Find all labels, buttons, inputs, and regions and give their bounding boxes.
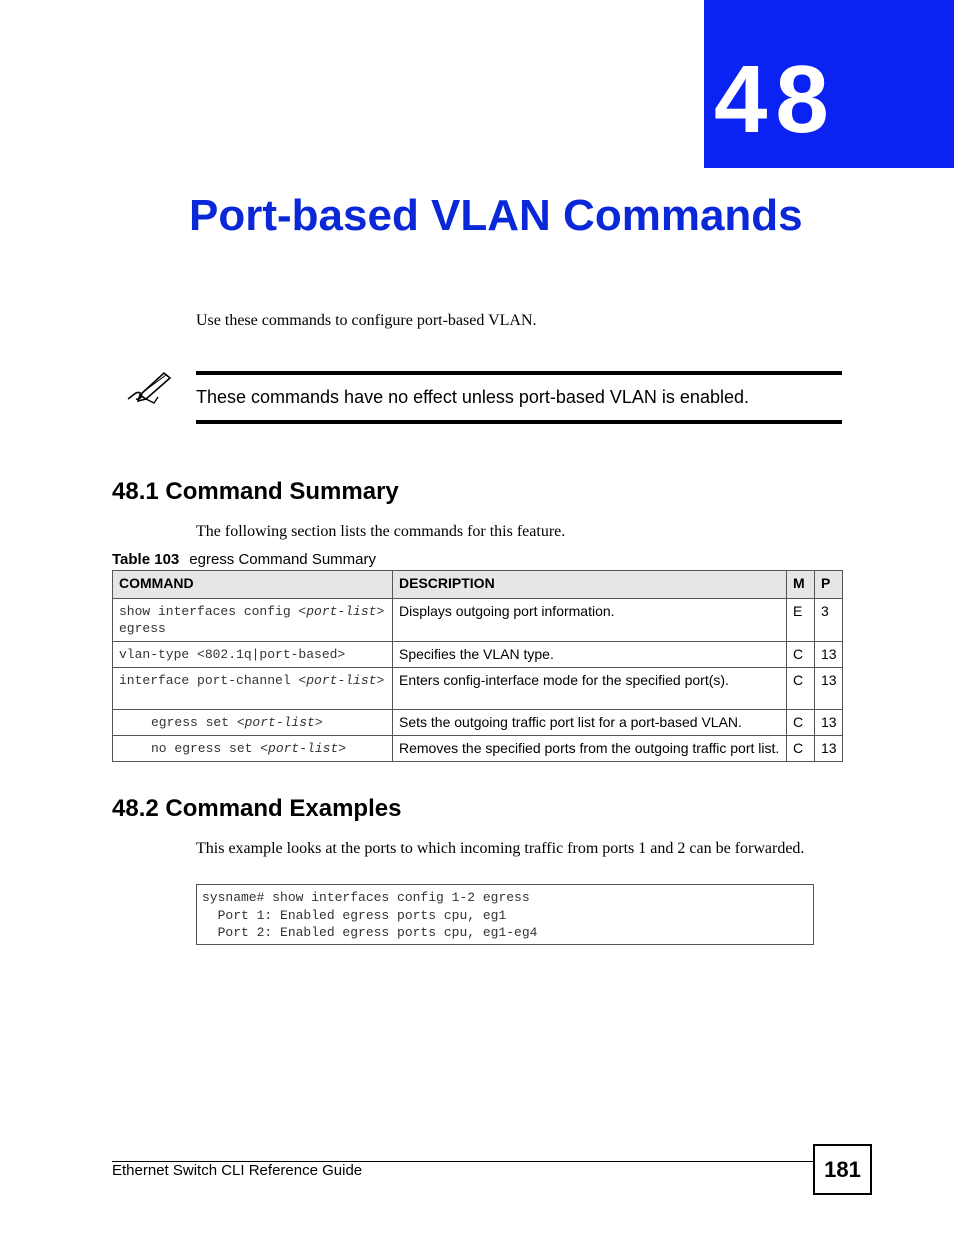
command-arg: port-list (306, 673, 377, 688)
section-summary-text: The following section lists the commands for this feature. (196, 523, 566, 540)
command-cell (113, 668, 393, 710)
note-box (196, 371, 842, 424)
privilege-cell: 13 (815, 668, 843, 710)
mode-cell: C (787, 668, 815, 710)
header-m: M (787, 571, 815, 599)
command-text: no egress set < (151, 741, 269, 756)
code-line: Port 2: Enabled egress ports cpu, eg1-eg4 (202, 925, 538, 940)
table-caption-label: Table 103 (112, 551, 180, 568)
command-text: egress set < (151, 715, 245, 730)
intro-text: Use these commands to configure port-based VLAN. (196, 312, 537, 329)
command-cell (113, 642, 393, 668)
note-pen-icon (126, 369, 172, 405)
code-example-box (196, 884, 814, 945)
privilege-cell: 3 (815, 599, 843, 642)
privilege-cell: 13 (815, 736, 843, 762)
command-text: > (376, 673, 385, 688)
command-text: > (338, 741, 347, 756)
header-command: COMMAND (113, 571, 393, 599)
table-row (113, 710, 843, 736)
command-text: vlan-type <802.1q|port-based> (119, 647, 346, 662)
description-cell: Sets the outgoing traffic port list for a port-based VLAN. (393, 710, 787, 736)
command-cell (113, 599, 393, 642)
chapter-number-box (704, 0, 954, 168)
table-row (113, 668, 843, 710)
mode-cell: C (787, 736, 815, 762)
command-arg: port-list (268, 741, 339, 756)
table-caption (112, 551, 376, 568)
command-cell (113, 736, 393, 762)
code-line: sysname# show interfaces config 1-2 egress (202, 890, 530, 905)
description-cell: Removes the specified ports from the outgoing traffic port list. (393, 736, 787, 762)
description-cell: Specifies the VLAN type. (393, 642, 787, 668)
command-text: show interfaces config < (119, 604, 307, 619)
table-row (113, 736, 843, 762)
table-row (113, 642, 843, 668)
command-text: > egress (119, 604, 385, 636)
privilege-cell: 13 (815, 642, 843, 668)
note-text: These commands have no effect unless port-based VLAN is enabled. (196, 387, 749, 407)
code-line: Port 1: Enabled egress ports cpu, eg1 (202, 907, 507, 923)
mode-cell: E (787, 599, 815, 642)
section-examples-text: This example looks at the ports to which incoming traffic from ports 1 and 2 can be forwarded. (196, 840, 805, 857)
header-p: P (815, 571, 843, 599)
command-arg: port-list (244, 715, 315, 730)
command-arg: port-list (306, 604, 377, 619)
description-cell: Enters config-interface mode for the specified port(s). (393, 668, 787, 710)
description-cell: Displays outgoing port information. (393, 599, 787, 642)
command-summary-table (112, 570, 843, 762)
chapter-title: Port-based VLAN Commands (189, 191, 803, 240)
chapter-number: 48 (714, 46, 837, 153)
page-number: 181 (813, 1144, 872, 1195)
section-heading-summary: 48.1 Command Summary (112, 478, 399, 505)
mode-cell: C (787, 642, 815, 668)
table-caption-text: egress Command Summary (189, 551, 376, 568)
table-header-row (113, 571, 843, 599)
command-text: > (314, 715, 323, 730)
footer-guide-title: Ethernet Switch CLI Reference Guide (112, 1162, 363, 1179)
privilege-cell: 13 (815, 710, 843, 736)
header-description: DESCRIPTION (393, 571, 787, 599)
command-cell (113, 710, 393, 736)
table-row (113, 599, 843, 642)
section-heading-examples: 48.2 Command Examples (112, 795, 402, 822)
command-text: interface port-channel < (119, 673, 307, 688)
mode-cell: C (787, 710, 815, 736)
